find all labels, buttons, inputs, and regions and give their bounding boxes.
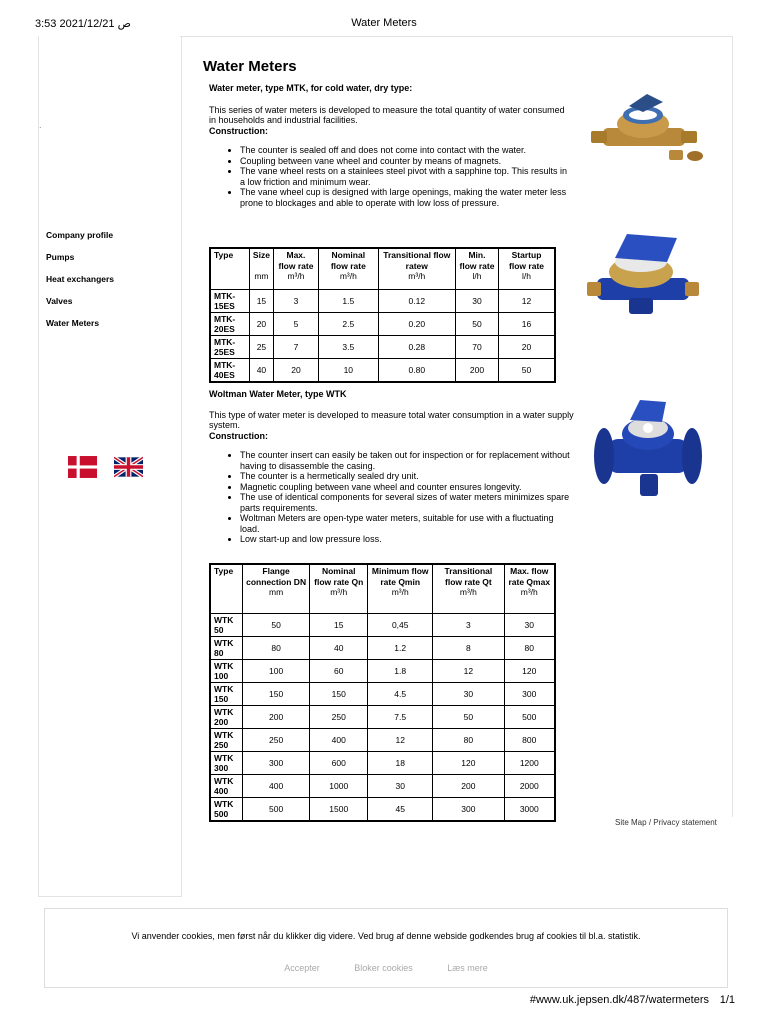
table-cell: 250 [310,706,368,729]
header-unit: m³/h [408,271,426,281]
list-item: • The counter is sealed off and does not come into contact with the water. [240,145,574,156]
table-cell: 400 [310,729,368,752]
table-cell: WTK 200 [210,706,242,729]
header-label: Transitional flow ratew [383,250,451,271]
table-cell: 2.5 [318,313,378,336]
table-row [210,614,555,637]
table-cell: 30 [433,683,504,706]
header-unit: m³/h [459,587,477,597]
table-cell: 1.2 [368,637,433,660]
print-title: Water Meters [351,17,417,29]
header-label: Transitional flow rate Qt [444,566,493,587]
mtk-construction-label: Construction: [209,125,268,136]
header-unit: m³/h [520,587,538,597]
wtk-bullets [209,450,574,545]
header-label: Nominal flow rate Qn [314,566,364,587]
header-label: Minimum flow rate Qmin [371,566,429,587]
table-header [210,564,242,614]
mtk-meter-image [585,90,705,170]
table-cell: 7.5 [368,706,433,729]
header-unit: mm [269,587,284,597]
table-row [210,313,555,336]
table-header [310,564,368,614]
table-header [499,248,555,290]
sidebar-dot: . [39,120,42,130]
header-label: Size [252,250,270,260]
table-cell: 15 [310,614,368,637]
table-cell: 0.28 [378,336,455,359]
table-header-row [210,564,555,614]
sidebar-item-heat-exchangers[interactable]: Heat exchangers [46,274,115,284]
mtk-section [209,83,574,208]
table-cell: 20 [249,313,273,336]
sidebar-item-company-profile[interactable]: Company profile [46,230,114,240]
cookie-banner [44,908,728,988]
header-unit: m³/h [330,587,348,597]
table-cell: 40 [310,637,368,660]
table-row [210,706,555,729]
table-cell: 60 [310,660,368,683]
table-row [210,798,555,822]
table-header [273,248,318,290]
table-cell: 20 [499,336,555,359]
table-cell: 15 [249,290,273,313]
table-cell: 1000 [310,775,368,798]
danish-flag-icon[interactable] [68,456,97,478]
table-cell: 30 [368,775,433,798]
table-cell: 40 [249,359,273,383]
sidebar-item-valves[interactable]: Valves [46,296,73,306]
table-cell: 150 [242,683,309,706]
table-cell: MTK-15ES [210,290,249,313]
table-cell: 80 [504,637,555,660]
footer-separator: / [648,818,652,827]
table-cell: 300 [504,683,555,706]
table-cell: MTK-25ES [210,336,249,359]
table-cell: 120 [433,752,504,775]
header-label: Max. flow rate [278,250,314,271]
table-cell: WTK 50 [210,614,242,637]
header-label: Flange connection DN [246,566,307,587]
table-cell: 150 [310,683,368,706]
table-header-row [210,248,555,290]
sidebar-item-water-meters[interactable]: Water Meters [46,318,100,328]
table-cell: 100 [242,660,309,683]
table-cell: 200 [242,706,309,729]
list-item: • The counter is a hermetically sealed dry unit. [240,471,574,482]
header-unit: m³/h [391,587,409,597]
table-header [249,248,273,290]
table-cell: MTK-20ES [210,313,249,336]
header-label: Startup flow rate [509,250,544,271]
header-unit: mm [254,271,269,281]
table-cell: 50 [242,614,309,637]
table-cell: 20 [273,359,318,383]
table-cell: MTK-40ES [210,359,249,383]
header-label: Type [214,250,234,260]
table-cell: 120 [504,660,555,683]
header-unit: l/h [472,271,482,281]
header-label: Type [214,566,234,576]
list-item: • The counter insert can easily be taken out for inspection or for replacement without having to disassemble the casing. [240,450,574,471]
table-header [242,564,309,614]
table-cell: 1.5 [318,290,378,313]
table-row [210,290,555,313]
wtk-section [209,389,574,545]
mtk-spec-table [209,247,556,383]
table-row [210,637,555,660]
table-cell: 12 [368,729,433,752]
header-unit: m³/h [339,271,357,281]
table-cell: 500 [242,798,309,822]
table-cell: 16 [499,313,555,336]
table-cell: 200 [455,359,498,383]
print-time: 3:53 2021/12/21 ‎ص [35,18,131,30]
table-cell: 50 [499,359,555,383]
list-item: • The use of identical components for several sizes of water meters minimizes spare parts requirements. [240,492,574,513]
table-cell: WTK 150 [210,683,242,706]
table-cell: 500 [504,706,555,729]
header-label: Min. flow rate [459,250,495,271]
table-cell: 12 [433,660,504,683]
sidebar-item-pumps[interactable]: Pumps [46,252,75,262]
site-map-link[interactable]: Site Map [615,818,647,827]
table-cell: 1500 [310,798,368,822]
table-cell: 80 [242,637,309,660]
mtk-intro: This series of water meters is developed to measure the total quantity of water consumed in households and industrial facilities. [209,104,565,125]
table-row [210,775,555,798]
table-cell: WTK 80 [210,637,242,660]
table-cell: WTK 100 [210,660,242,683]
table-cell: 12 [499,290,555,313]
table-cell: WTK 400 [210,775,242,798]
list-item: • Coupling between vane wheel and counter by means of magnets. [240,156,574,167]
wtk-meter-image [592,394,704,504]
table-cell: 800 [504,729,555,752]
wtk-spec-table [209,563,556,822]
privacy-statement-link[interactable]: Privacy statement [653,818,717,827]
table-header [318,248,378,290]
header-unit: l/h [522,271,532,281]
cookie-message: Vi anvender cookies, men først når du klikker dig videre. Ved brug af denne webside godkendes brug af cookies til bl.a. statistik. [131,931,641,941]
mtk-blue-meter-image [585,228,705,323]
block-cookies-button[interactable]: Bloker cookies [354,963,413,973]
table-cell: 1200 [504,752,555,775]
table-cell: 80 [433,729,504,752]
table-cell: 0.20 [378,313,455,336]
table-cell: 3 [273,290,318,313]
table-cell: 4.5 [368,683,433,706]
table-cell: 0.12 [378,290,455,313]
table-cell: 300 [433,798,504,822]
table-header [368,564,433,614]
table-cell: 200 [433,775,504,798]
print-header [0,17,768,31]
table-cell: 25 [249,336,273,359]
page-title: Water Meters [203,58,297,75]
table-cell: 30 [455,290,498,313]
table-header [504,564,555,614]
table-cell: 50 [433,706,504,729]
table-cell: WTK 500 [210,798,242,822]
table-cell: 3000 [504,798,555,822]
wtk-heading: Woltman Water Meter, type WTK [209,389,347,399]
table-cell: 18 [368,752,433,775]
table-cell: 300 [242,752,309,775]
table-cell: 250 [242,729,309,752]
table-cell: 8 [433,637,504,660]
table-cell: 3.5 [318,336,378,359]
mtk-heading: Water meter, type MTK, for cold water, dry type: [209,83,413,93]
uk-flag-icon[interactable] [114,456,143,478]
table-cell: 0,45 [368,614,433,637]
table-header [378,248,455,290]
table-cell: 10 [318,359,378,383]
table-cell: 7 [273,336,318,359]
wtk-construction-label: Construction: [209,430,268,441]
table-cell: 5 [273,313,318,336]
table-header [210,248,249,290]
table-row [210,336,555,359]
table-cell: 2000 [504,775,555,798]
header-label: Nominal flow rate [330,250,366,271]
list-item: • Magnetic coupling between vane wheel and counter ensures longevity. [240,482,574,493]
table-row [210,683,555,706]
table-cell: 1.8 [368,660,433,683]
read-more-link[interactable]: Læs mere [447,963,488,973]
table-cell: 50 [455,313,498,336]
table-header [455,248,498,290]
table-row [210,359,555,383]
sidebar [38,36,182,897]
list-item: • Low start-up and low pressure loss. [240,534,574,545]
table-header [433,564,504,614]
table-cell: 3 [433,614,504,637]
table-cell: 0.80 [378,359,455,383]
header-label: Max. flow rate Qmax [508,566,551,587]
header-unit: m³/h [287,271,305,281]
cookie-buttons [45,963,727,973]
table-cell: WTK 250 [210,729,242,752]
print-url: #www.uk.jepsen.dk/487/watermeters [529,994,709,1006]
table-cell: 30 [504,614,555,637]
table-row [210,752,555,775]
wtk-intro: This type of water meter is developed to measure total water consumption in a water supply system. [209,409,574,430]
print-page-number: 1/1 [719,994,735,1006]
footer-links [615,818,717,827]
table-cell: 45 [368,798,433,822]
table-cell: 400 [242,775,309,798]
mtk-bullets [209,145,574,208]
list-item: • Woltman Meters are open-type water meters, suitable for use with a fluctuating load. [240,513,574,534]
list-item: • The vane wheel cup is designed with large openings, making the water meter less prone to blockages and able to operate with low loss of pressure. [240,187,574,208]
table-cell: 600 [310,752,368,775]
table-cell: WTK 300 [210,752,242,775]
table-row [210,660,555,683]
list-item: • The vane wheel rests on a stainlees steel pivot with a sapphine top. This results in a low friction and minimum wear. [240,166,574,187]
accept-cookies-button[interactable]: Accepter [284,963,320,973]
sidebar-nav [46,229,114,339]
table-cell: 70 [455,336,498,359]
table-row [210,729,555,752]
